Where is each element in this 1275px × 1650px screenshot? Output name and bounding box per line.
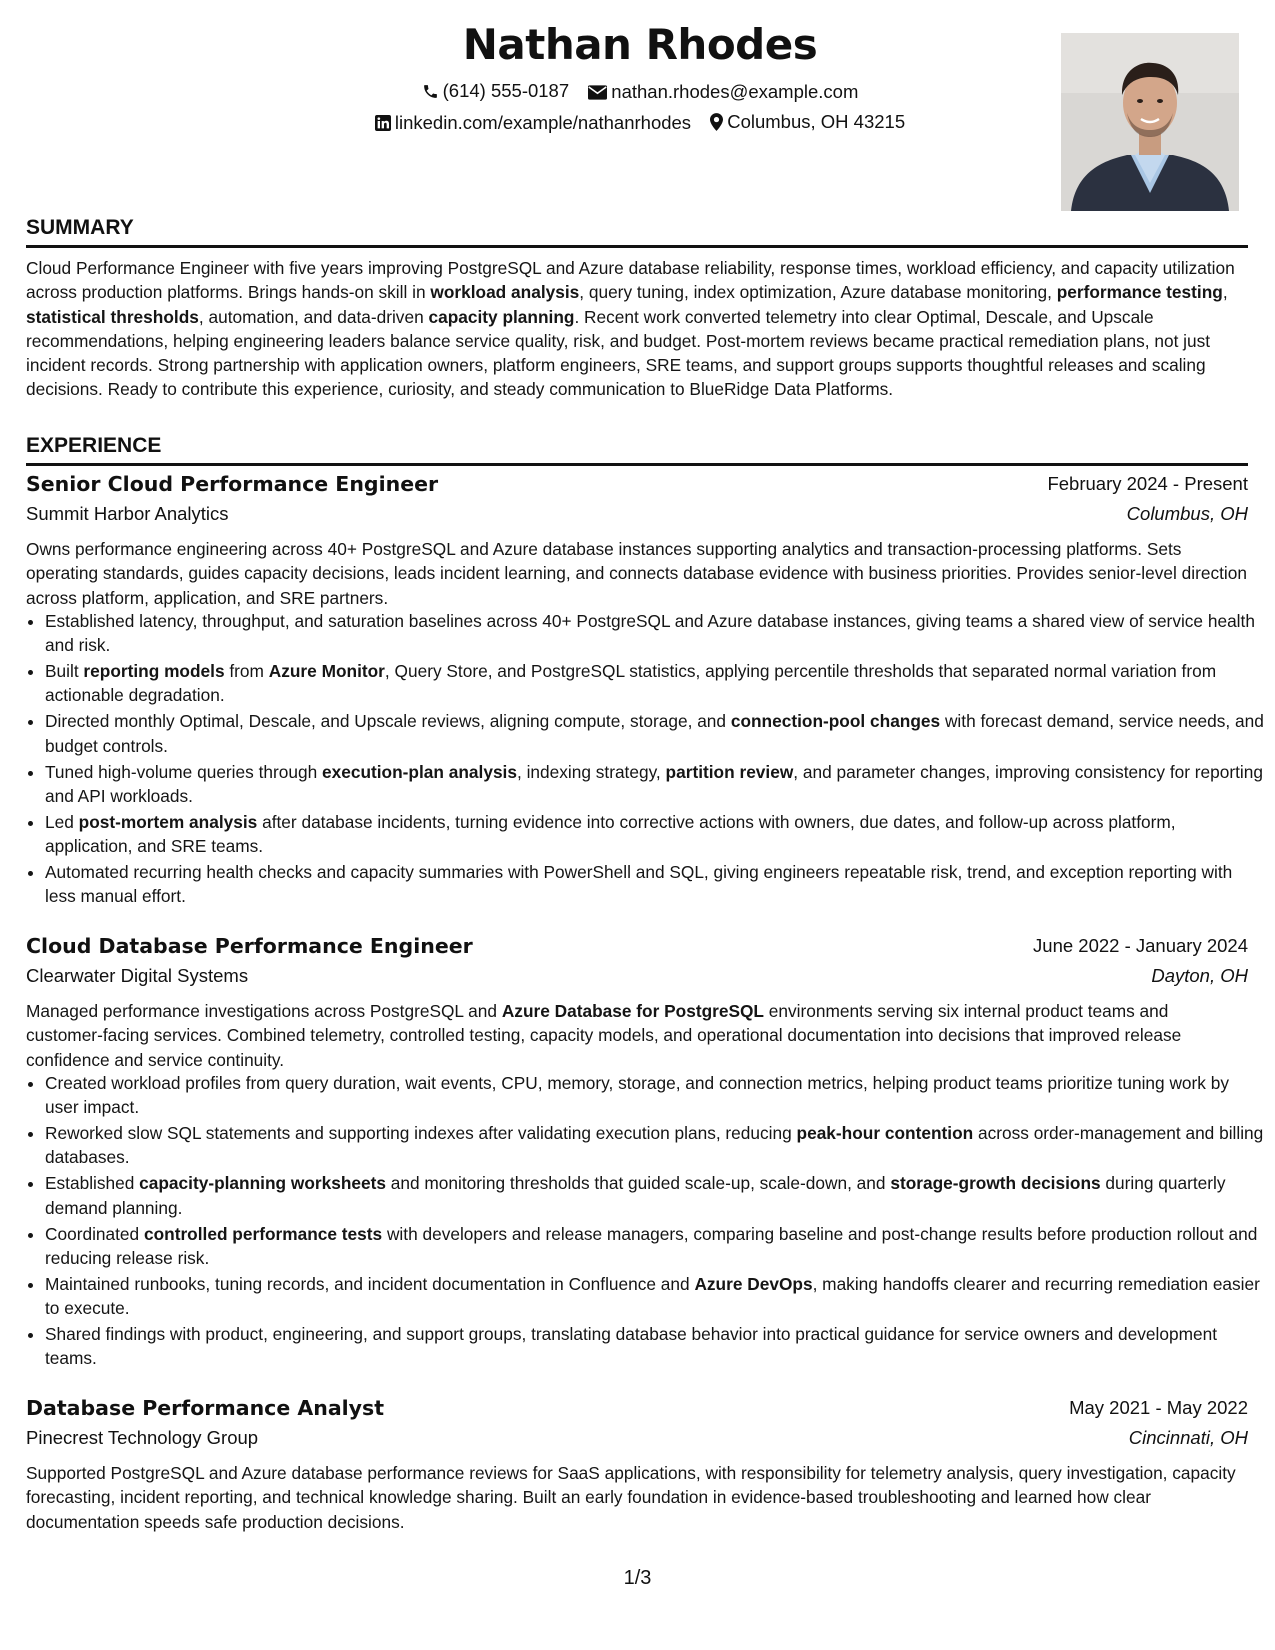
page-number: 1/3 — [623, 1567, 652, 1589]
job-dates: February 2024 - Present — [1047, 473, 1248, 494]
summary-heading: SUMMARY — [26, 216, 1248, 248]
job-title: Database Performance Analyst — [26, 1396, 385, 1420]
list-item: • Shared findings with product, engineering, and support groups, translating database behavior into practical guidance for service owners and development teams. — [45, 1322, 1267, 1371]
summary-text: Cloud Performance Engineer with five years improving PostgreSQL and Azure database reliability, response times, workload efficiency, and capacity utilization across production platforms. Brings hands-on skill in workload analysis, query tuning, index optimization, Azure database monitoring, performance testing, statistical thresholds, automation, and data-driven capacity planning. Recent work converted telemetry into clear Optimal, Descale, and Upscale recommendations, helping engineering leaders balance service quality, risk, and budget. Post-mortem reviews became practical remediation plans, not just incident records. Strong partnership with application owners, platform engineers, SRE teams, and support groups supports thoughtful releases and scaling decisions. Ready to contribute this experience, curiosity, and steady communication to BlueRidge Data Platforms. — [26, 258, 1235, 400]
list-item: • Built reporting models from Azure Monitor, Query Store, and PostgreSQL statistics, applying percentile thresholds that separated normal variation from actionable degradation. — [45, 659, 1267, 708]
company-name: Clearwater Digital Systems — [26, 965, 249, 986]
email-icon — [588, 85, 607, 100]
list-item: • Led post-mortem analysis after database incidents, turning evidence into corrective actions with owners, due dates, and follow-up across platform, application, and SRE teams. — [45, 810, 1267, 859]
job-dates: May 2021 - May 2022 — [1069, 1397, 1248, 1418]
job-title: Senior Cloud Performance Engineer — [26, 472, 439, 496]
company-name: Pinecrest Technology Group — [26, 1427, 259, 1448]
list-item: • Directed monthly Optimal, Descale, and Upscale reviews, aligning compute, storage, and connection-pool changes with forecast demand, service needs, and budget controls. — [45, 709, 1267, 758]
candidate-name: Nathan Rhodes — [462, 20, 818, 69]
company-name: Summit Harbor Analytics — [26, 503, 229, 524]
phone-number: (614) 555-0187 — [442, 80, 570, 101]
list-item: • Tuned high-volume queries through execution-plan analysis, indexing strategy, partition review, and parameter changes, improving consistency for reporting and API workloads. — [45, 760, 1267, 809]
profile-portrait — [1061, 33, 1239, 211]
location-pin-icon — [710, 113, 723, 131]
list-item: • Maintained runbooks, tuning records, and incident documentation in Confluence and Azure DevOps, making handoffs clearer and recurring remediation easier to execute. — [45, 1272, 1267, 1321]
job-bullets — [26, 1071, 1267, 1372]
job-title: Cloud Database Performance Engineer — [26, 934, 473, 958]
list-item: • Automated recurring health checks and capacity summaries with PowerShell and SQL, giving engineers repeatable risk, trend, and exception reporting with less manual effort. — [45, 860, 1267, 909]
list-item: • Coordinated controlled performance tests with developers and release managers, comparing baseline and post-change results before production rollout and reducing release risk. — [45, 1222, 1267, 1271]
linkedin-url: linkedin.com/example/nathanrhodes — [394, 112, 692, 133]
job-summary: Managed performance investigations across PostgreSQL and Azure Database for PostgreSQL environments serving six internal product teams and customer-facing services. Combined telemetry, controlled testing, capacity models, and operational documentation into decisions that improved release confidence and service continuity. — [26, 1001, 1182, 1070]
location-text: Columbus, OH 43215 — [727, 111, 906, 132]
profile-photo — [1061, 33, 1239, 211]
list-item: • Established latency, throughput, and saturation baselines across 40+ PostgreSQL and Azure database instances, giving teams a shared view of service health and risk. — [45, 609, 1267, 658]
list-item: • Reworked slow SQL statements and supporting indexes after validating execution plans, reducing peak-hour contention across order-management and billing databases. — [45, 1121, 1267, 1170]
job-dates: June 2022 - January 2024 — [1033, 935, 1248, 956]
phone-icon — [422, 83, 439, 100]
phone-contact[interactable] — [422, 80, 570, 102]
experience-heading: EXPERIENCE — [26, 434, 1248, 466]
location-contact — [710, 111, 905, 133]
list-item: • Created workload profiles from query duration, wait events, CPU, memory, storage, and connection metrics, helping product teams prioritize tuning work by user impact. — [45, 1071, 1267, 1120]
linkedin-icon — [375, 115, 391, 131]
job-bullets — [26, 609, 1267, 910]
list-item: • Established capacity-planning worksheets and monitoring thresholds that guided scale-up, scale-down, and storage-growth decisions during quarterly demand planning. — [45, 1171, 1267, 1220]
job-summary: Supported PostgreSQL and Azure database performance reviews for SaaS applications, with responsibility for telemetry analysis, query investigation, capacity forecasting, incident reporting, and technical knowledge sharing. Built an early foundation in evidence-based troubleshooting and learned how clear documentation speeds safe production decisions. — [26, 1463, 1236, 1532]
email-contact[interactable] — [588, 81, 858, 103]
linkedin-contact[interactable] — [375, 112, 691, 134]
resume-header — [26, 20, 1248, 220]
email-address: nathan.rhodes@example.com — [611, 81, 859, 102]
job-location: Cincinnati, OH — [1128, 1427, 1248, 1448]
job-location: Columbus, OH — [1126, 503, 1248, 524]
job-summary: Owns performance engineering across 40+ PostgreSQL and Azure database instances supporting analytics and transaction-processing platforms. Sets operating standards, guides capacity decisions, leads incident learning, and connects database evidence with business priorities. Provides senior-level direction across platform, application, and SRE partners. — [26, 539, 1247, 608]
job-location: Dayton, OH — [1151, 965, 1248, 986]
